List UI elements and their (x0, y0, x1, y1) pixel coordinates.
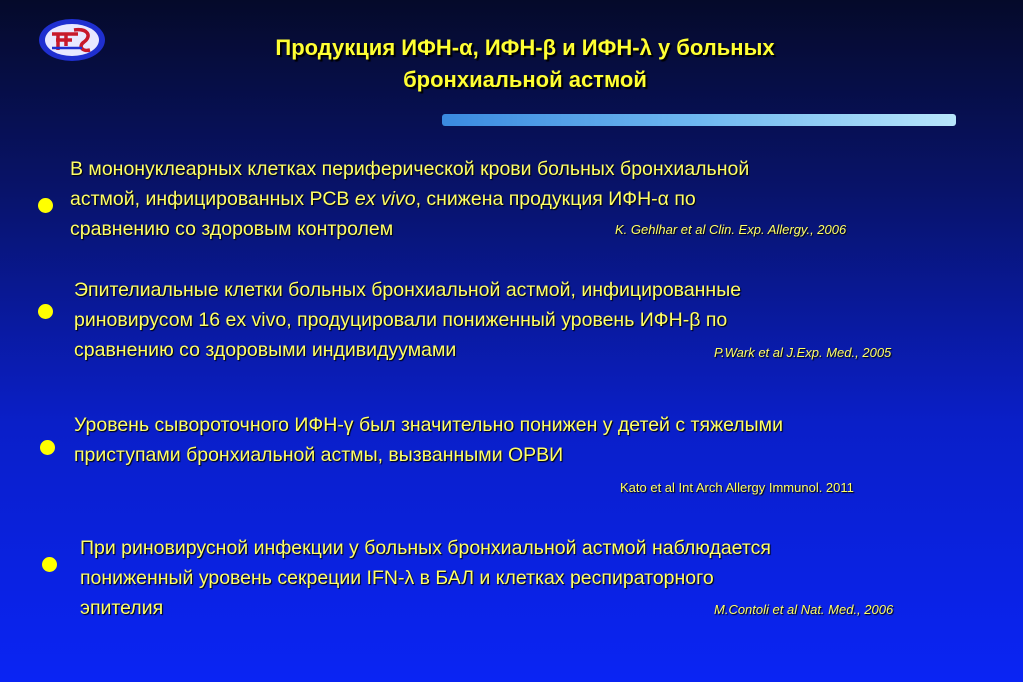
medical-society-logo-icon (38, 18, 106, 62)
item-4-line-2: пониженный уровень секреции IFN-λ в БАЛ и клетках респираторного (80, 567, 714, 589)
list-item-2 (74, 275, 741, 365)
item-2-line-1: Эпителиальные клетки больных бронхиальной астмой, инфицированные (74, 279, 742, 301)
item-2-reference: P.Wark et al J.Exp. Med., 2005 (714, 345, 892, 360)
item-2-line-2: риновирусом 16 ex vivo, продуцировали пониженный уровень ИФН-β по (74, 309, 728, 331)
title-divider-bar (442, 114, 956, 126)
item-3-reference: Kato et al Int Arch Allergy Immunol. 2011 (620, 480, 854, 495)
item-4-line-1: При риновирусной инфекции у больных бронхиальной астмой наблюдается (80, 537, 771, 559)
list-item-3 (74, 410, 783, 470)
item-4-line-3: эпителия (80, 597, 164, 619)
bullet-dot-icon (40, 440, 55, 455)
bullet-dot-icon (42, 557, 57, 572)
list-item-4 (80, 533, 771, 623)
item-4-reference: M.Contoli et al Nat. Med., 2006 (714, 602, 894, 617)
item-3-line-2: приступами бронхиальной астмы, вызванными ОРВИ (74, 444, 564, 466)
item-3-line-1: Уровень сывороточного ИФН-γ был значительно понижен у детей с тяжелыми (74, 414, 783, 436)
bullet-dot-icon (38, 198, 53, 213)
bullet-dot-icon (38, 304, 53, 319)
item-1-line-1: В мононуклеарных клетках периферической крови больных бронхиальной (70, 158, 750, 180)
slide-title (160, 32, 890, 96)
title-line-1: Продукция ИФН-α, ИФН-β и ИФН-λ у больных (275, 35, 775, 60)
item-1-reference: K. Gehlhar et al Clin. Exp. Allergy., 2006 (615, 222, 847, 237)
item-1-line-2: астмой, инфицированных РСВ ex vivo, снижена продукция ИФН-α по (70, 188, 696, 210)
title-line-2: бронхиальной астмой (403, 67, 647, 92)
item-1-line-3: сравнению со здоровым контролем (70, 218, 394, 240)
item-2-line-3: сравнению со здоровыми индивидуумами (74, 339, 457, 361)
